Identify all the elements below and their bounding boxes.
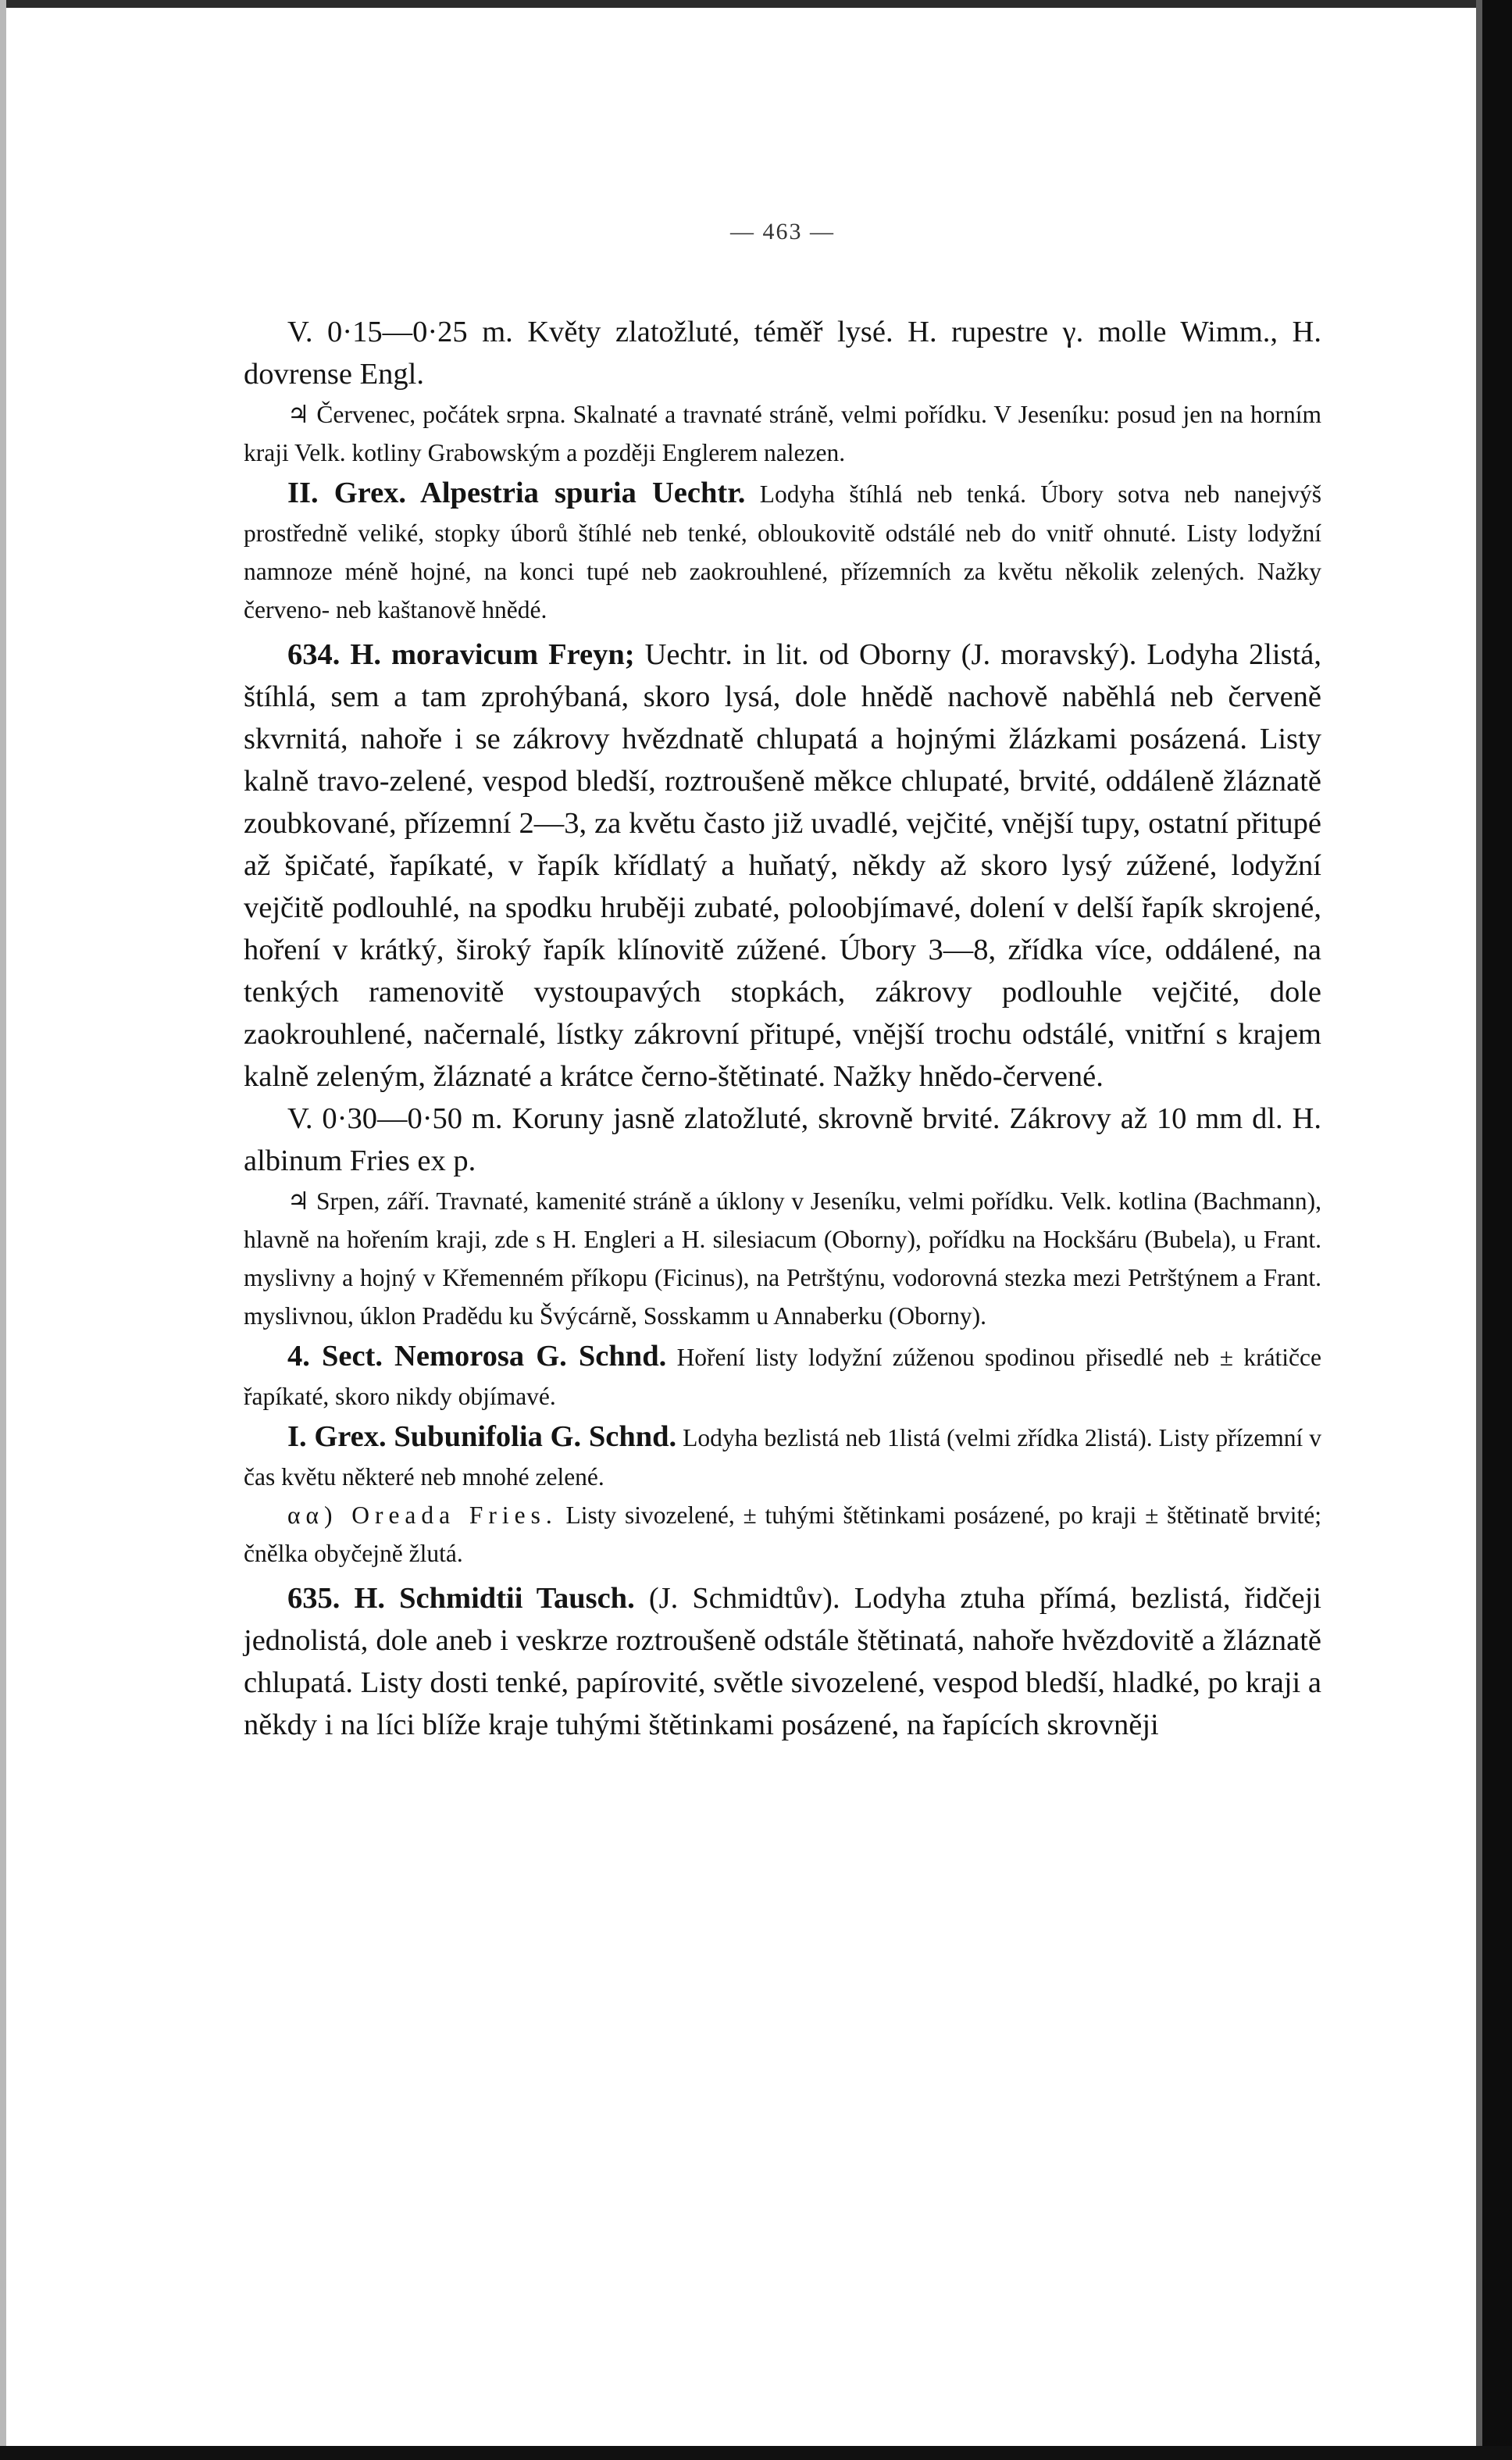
grex-heading: II. Grex. Alpestria spuria Uechtr.: [287, 477, 746, 509]
scan-edge-bottom: [0, 2446, 1512, 2460]
paragraph-size-note-634: V. 0·30—0·50 m. Koruny jasně zlatožluté, skrovně brvité. Zákrovy až 10 mm dl. H. albinum Fries ex p.: [244, 1102, 1321, 1177]
paragraph-distribution-634: ♃ Srpen, září. Travnaté, kamenité stráně a úklony v Jeseníku, velmi pořídku. Velk. kotlina (Bachmann), hlavně na hořením kraji, zde s H. Engleri a H. silesiacum (Oborny), pořídku na Hockšáru (Bubela), u Frant. myslivny a hojný v Křemenném příkopu (Ficinus), na Petrštýnu, vodorovná stezka mezi Petrštýnem a Frant. myslivnou, úklon Pradědu ku Švýcárně, Sosskamm u Annaberku (Oborny).: [244, 1187, 1321, 1330]
grex-description: Lodyha štíhlá neb tenká. Úbory sotva neb nanejvýš prostředně veliké, stopky úborů štíhlé neb tenké, obloukovitě odstálé neb do vnitř ohnuté. Listy lodyžní namnoze méně hojné, na konci tupé neb zaokrouhlené, přízemních za květu několik zelených. Nažky červeno- neb kaštanově hnědé.: [244, 480, 1321, 623]
paragraph-sect-nemorosa: [244, 1335, 1321, 1416]
paragraph-grex-subunifolia: [244, 1416, 1321, 1496]
paragraph-species-634: [244, 634, 1321, 1098]
paragraph-size-note: V. 0·15—0·25 m. Květy zlatožluté, téměř lysé. H. rupestre γ. molle Wimm., H. dovrense Engl.: [244, 316, 1321, 391]
book-page: [244, 219, 1321, 1746]
sect-heading: 4. Sect. Nemorosa G. Schnd.: [287, 1340, 667, 1373]
scan-edge-left: [0, 0, 6, 2460]
grex-subunifolia-description: Lodyha bezlistá neb 1listá (velmi zřídka 2listá). Listy přízemní v čas květu některé neb mnohé zelené.: [244, 1424, 1322, 1491]
paragraph-flowering-locality: ♃ Červenec, počátek srpna. Skalnaté a travnaté stráně, velmi pořídku. V Jeseníku: posud jen na horním kraji Velk. kotliny Grabowským a později Englerem nalezen.: [244, 401, 1321, 466]
oreada-heading: αα) Oreada Fries.: [287, 1501, 558, 1529]
species-heading-634: 634. H. moravicum Freyn;: [287, 638, 635, 671]
species-authority-634: Uechtr. in lit. od Oborny (J. moravský).: [644, 638, 1137, 671]
grex-subunifolia-heading: I. Grex. Subunifolia G. Schnd.: [287, 1420, 677, 1453]
paragraph-grex-alpestria: [244, 472, 1321, 629]
paragraph-oreada: [244, 1496, 1321, 1573]
species-description-634: Lodyha 2listá, štíhlá, sem a tam zprohýbaná, skoro lysá, dole hnědě nachově naběhlá neb červeně skvrnitá, nahoře i se zákrovy hvězdnatě chlupatá a hojnými žlázkami posázená. Listy kalně travo-zelené, vespod bledší, roztroušeně měkce chlupaté, brvité, oddáleně žláznatě zoubkované, přízemní 2—3, za květu často již uvadlé, vejčité, vnější tupy, ostatní přitupé až špičaté, řapíkaté, v řapík křídlatý a huňatý, někdy až skoro lysý zúžené, lodyžní vejčitě podlouhlé, na spodku hruběji zubaté, poloobjímavé, dolení v delší řapík skrojené, hoření v krátký, široký řapík klínovitě zúžené. Úbory 3—8, zřídka více, oddálené, na tenkých ramenovitě vystoupavých stopkách, zákrovy podlouhle vejčité, dole zaokrouhlené, načernalé, lístky zákrovní přitupé, vnější trochu odstálé, vnitřní s krajem kalně zeleným, žláznaté a krátce černo-štětinaté. Nažky hnědo-červené.: [244, 638, 1321, 1093]
paragraph-species-635: [244, 1577, 1321, 1746]
scan-edge-top: [0, 0, 1512, 8]
scan-edge-right: [1476, 0, 1512, 2460]
species-description-635: (J. Schmidtův). Lodyha ztuha přímá, bezlistá, řidčeji jednolistá, dole aneb i veskrze roztroušeně odstále štětinatá, nahoře hvězdovitě a žláznatě chlupatá. Listy dosti tenké, papírovité, světle sivozelené, vespod bledší, hladké, po kraji a někdy i na líci blíže kraje tuhými štětinkami posázené, na řapících skrovněji: [244, 1582, 1322, 1741]
oreada-description: Listy sivozelené, ± tuhými štětinkami posázené, po kraji ± štětinatě brvité; čnělka obyčejně žlutá.: [244, 1501, 1321, 1567]
page-number: — 463 —: [730, 219, 835, 245]
sect-description: Hoření listy lodyžní zúženou spodinou přisedlé neb ± krátičce řapíkaté, skoro nikdy objímavé.: [244, 1344, 1321, 1410]
species-heading-635: 635. H. Schmidtii Tausch.: [287, 1582, 635, 1615]
